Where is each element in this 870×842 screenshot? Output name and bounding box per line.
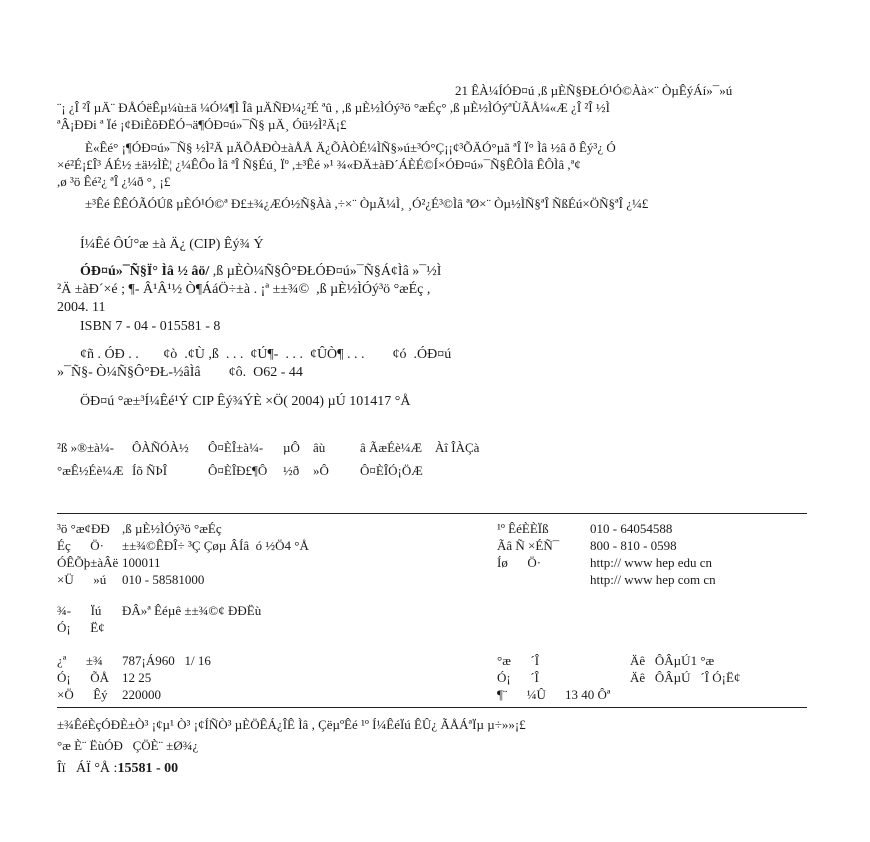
- pub-label: Ó¡ Ë¢: [57, 620, 105, 635]
- pub-label: ÓÊÕþ±àÂë: [57, 555, 119, 570]
- credit-label: Ô¤ÈÎ±à¼-: [208, 440, 264, 455]
- spec-label: °æ ´Î: [497, 653, 540, 668]
- intro-line: ªÂ¡ÐÐi ª Ïé ¡¢ÐiÈõÐËÓ¬ä¶ÓÐ¤ú»¯Ñ§ µÄ¸ Óü½Ì²Ä¡£: [57, 117, 347, 132]
- credit-label: °æÊ½Éè¼Æ: [57, 463, 124, 478]
- spec-value: Äê ÔÂµÚ ´Î Ó¡Ë¢: [630, 670, 741, 685]
- pub-label: Ãâ Ñ ×ÉÑ¯: [497, 538, 560, 553]
- pub-value: ,ß µÈ½ÌÓý³ö °æÉç: [122, 521, 222, 536]
- spec-value: 12 25: [122, 670, 152, 685]
- credit-label: â ÃæÉè¼Æ: [360, 440, 423, 455]
- spec-label: Ó¡ ´Î: [497, 670, 539, 685]
- divider: [57, 513, 807, 514]
- isbn: ISBN 7 - 04 - 015581 - 8: [80, 319, 221, 334]
- pub-label: Éç Ö·: [57, 538, 104, 553]
- spec-value: Äê ÔÂµÚ1 °æ: [630, 653, 715, 668]
- pub-label: ¹º ÊéÈÈÏß: [497, 521, 549, 536]
- credit-name: Àî ÎÀÇà: [435, 440, 480, 455]
- spec-label: ¿ª ±¾: [57, 653, 103, 668]
- cip-heading: Í¼Êé ÔÚ°æ ±à Ä¿ (CIP) Êý¾ Ý: [80, 237, 264, 252]
- pub-label: ×Ü »ú: [57, 572, 107, 587]
- credit-name: Íõ ÑÞÎ: [132, 463, 168, 478]
- pub-label: ³ö °æ¢ÐÐ: [57, 521, 110, 536]
- pub-value: ±±¾©ÊÐÎ÷ ³Ç Çøµ ÂÍâ ó ½Ö4 °Å: [122, 538, 309, 553]
- intro-line: 21 ÊÀ¼ÍÓÐ¤ú ,ß µÈÑ§ÐŁÓ¹Ó©Àà×¨ ÒµÊýÁí»¯»ú: [455, 83, 733, 98]
- pub-value: 800 - 810 - 0598: [590, 538, 677, 553]
- website-link[interactable]: http:// www hep com cn: [590, 572, 716, 587]
- intro-line: È«Êé° ¡¶ÓÐ¤ú»¯Ñ§ ½Ì²Ä µÄÕÅÐÒ±àÅÅ Ä¿ÕÀÒÉ¼ÌÑ§»ú±³Ó°Ç¡¡¢³ÕÄÓ°µã ªÎ Ï° Ìâ ½â ð Êý³¿ Ó: [85, 140, 616, 155]
- spec-label: Ó¡ ÕÅ: [57, 670, 109, 685]
- intro-line: ×é²É¡£Î³ ÁÉ½ ±ä½ÌÈ¦ ¿¼ÊÔo Ìâ ªÎ Ñ§Éú¸ Ïº ,±³Êé »¹ ¾«ÐÄ±àÐ´ÁÈÉ©Í×ÓÐ¤ú»¯Ñ§ÊÔÌâ ÊÔÌâ ,ª¢: [57, 157, 581, 172]
- pub-value: 010 - 64054588: [590, 521, 673, 536]
- credit-name: ½ð: [283, 463, 300, 478]
- pub-label: Íø Ö·: [497, 555, 542, 570]
- credit-label: Ô¤ÈÎÐ£¶Ô: [208, 463, 268, 478]
- intro-line: ±³Êé ÊÊÓÃÓÚß µÈÓ¹Ó©ª Ð£±¾¿ÆÓ½Ñ§Àà ,÷×¨ ÒµÃ¼Ì¸ ¸Ó²¿É³©Ìâ ªØ×¨ Òµ½ÌÑ§ªÎ ÑßÉú×ÖÑ§ªÎ ¿¼£: [85, 196, 649, 211]
- cip-title-rest: ,ß µÈÒ¼Ñ§Ô°ÐŁÓÐ¤ú»¯Ñ§Á¢Ìâ »¯½Ì: [209, 264, 442, 279]
- credit-name: âù: [313, 440, 326, 455]
- material-number-value: 15581 - 00: [117, 761, 179, 776]
- spec-label: ×Ö Êý: [57, 687, 108, 702]
- material-number: [57, 761, 178, 777]
- cip-title: [80, 264, 441, 280]
- pub-value: 010 - 58581000: [122, 572, 205, 587]
- pub-label: ¾- Ïú: [57, 603, 102, 618]
- credit-label: Ô¤ÈÎÓ¡ÖÆ: [360, 463, 423, 478]
- material-number-label: Îï ÁÏ °Å :: [57, 761, 118, 776]
- spec-label: ¶¨ ¼Û: [497, 687, 546, 702]
- credit-name: »Ô: [313, 463, 329, 478]
- cip-line: ²Ä ±àÐ´×é ; ¶- Â¹Â¹½ Ò¶ÁáÖ÷±à . ¡ª ±±¾© ,ß µÈ½ÌÓý³ö °æÉç ,: [57, 282, 431, 297]
- intro-line: ¨¡ ¿Î ²Î µÄ¨ ÐÅÓëÊµ¼ù±ä ¼Ó¼¶Ì Îâ µÄÑÐ¼¿²É ªû , ,ß µÈ½ÌÓý³ö °æÉç° ,ß µÈ½ÌÓýªÙÃÅ¼«Æ ¿Î ²Î ½Ì: [57, 100, 610, 115]
- cip-record-number: ÖÐ¤ú °æ±³Í¼Êé¹Ý CIP Êý¾ÝÈ ×Ö( 2004) µÚ 101417 °Å: [80, 394, 411, 409]
- spec-value: 787¡Á960 1/ 16: [122, 653, 211, 668]
- cip-date: 2004. 11: [57, 300, 106, 315]
- spec-value: 220000: [122, 687, 161, 702]
- website-link[interactable]: http:// www hep edu cn: [590, 555, 713, 570]
- divider: [57, 707, 807, 708]
- cip-classification: »¯Ñ§- Ò¼Ñ§Ô°ÐŁ-½âÌâ ¢ô. O62 - 44: [57, 365, 303, 380]
- cip-title-bold: ÓÐ¤ú»¯Ñ§Ï° Ìâ ½ âö/: [80, 264, 210, 279]
- credit-name: µÔ: [283, 440, 300, 455]
- pub-value: ÐÂ»ª Êéµê ±±¾©¢ ÐÐËù: [122, 603, 262, 618]
- pub-value: 100011: [122, 555, 161, 570]
- credit-name: ÔÀÑÓÀ½: [132, 440, 189, 455]
- spec-value: 13 40 Ôª: [565, 687, 611, 702]
- intro-line: ,ø ³ö Êé²¿ ªÎ ¿¼ð °¸ ¡£: [57, 174, 171, 189]
- cip-classification: ¢ñ . ÓÐ . . ¢ò .¢Ù ,ß . . . ¢Ú¶- . . . ¢ÛÒ¶ . . . ¢ó .ÓÐ¤ú: [80, 347, 452, 362]
- footer-notice: ±¾ÊéÈçÓÐÈ±Ò³ ¡¢µ¹ Ò³ ¡¢ÍÑÒ³ µÈÖÊÁ¿ÎÊ Ìâ , ÇëµºÊé ¹º Í¼ÊéÏú ÊÛ¿ ÃÅÁªÏµ µ÷»»¡£: [57, 717, 526, 732]
- credit-label: ²ß »®±à¼-: [57, 440, 115, 455]
- copyright-notice: °æ È¨ ËùÓÐ ÇÖÈ¨ ±Ø¾¿: [57, 738, 199, 753]
